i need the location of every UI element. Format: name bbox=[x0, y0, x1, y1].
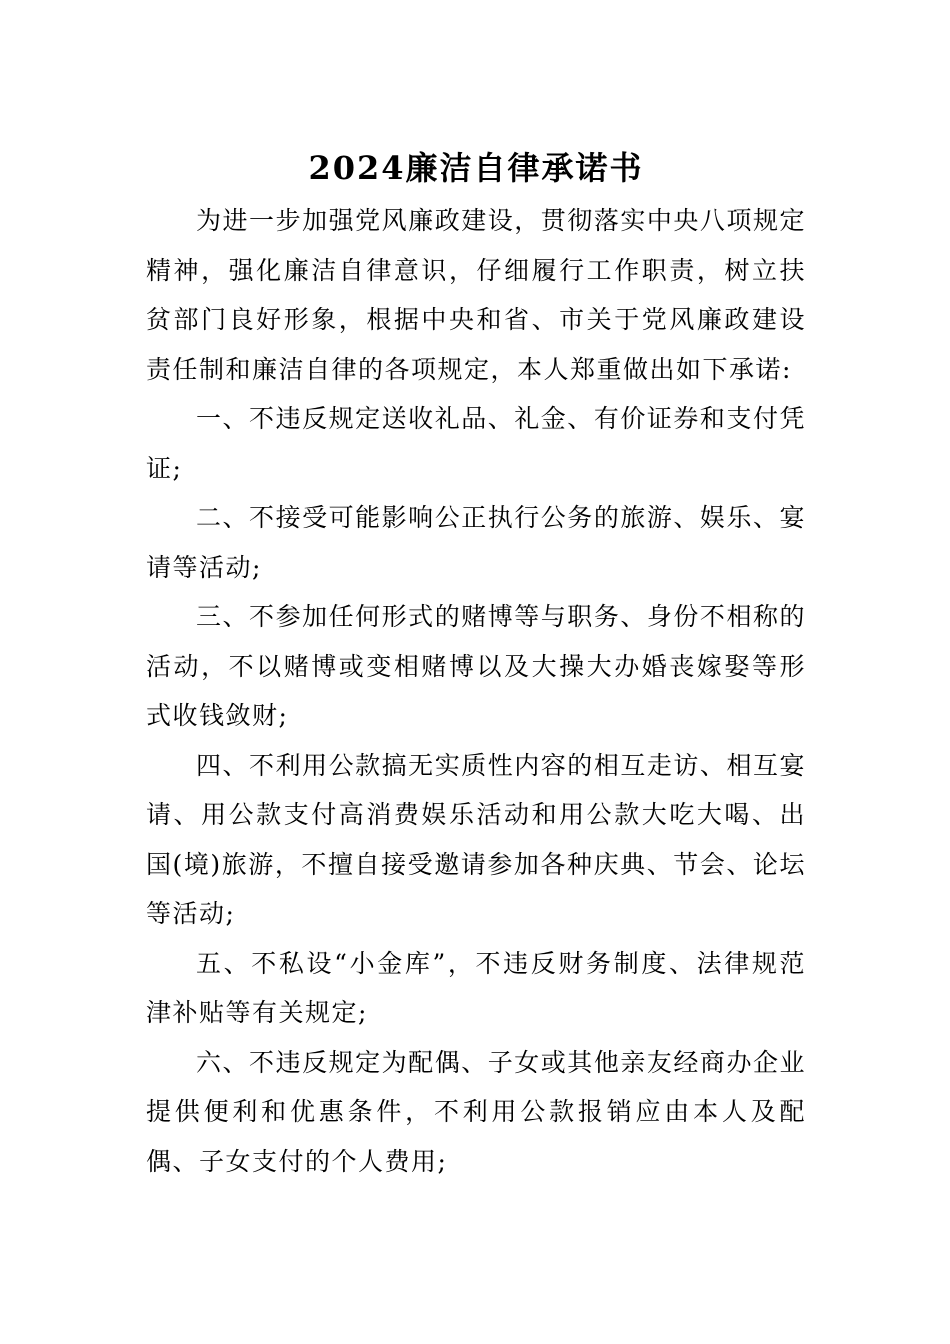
document-title: 2024廉洁自律承诺书 bbox=[308, 149, 644, 187]
document-body bbox=[146, 142, 806, 1186]
pledge-item-6: 六、不违反规定为配偶、子女或其他亲友经商办企业提供便利和优惠条件，不利用公款报销应由本人及配偶、子女支付的个人费用; bbox=[146, 1047, 806, 1176]
pledge-item-4: 四、不利用公款搞无实质性内容的相互走访、相互宴请、用公款支付高消费娱乐活动和用公款大吃大喝、出国(境)旅游，不擅自接受邀请参加各种庆典、节会、论坛等活动; bbox=[146, 750, 806, 928]
pledge-item-5: 五、不私设“小金库”，不违反财务制度、法律规范津补贴等有关规定; bbox=[146, 948, 806, 1027]
pledge-item-2: 二、不接受可能影响公正执行公务的旅游、娱乐、宴请等活动; bbox=[146, 503, 806, 582]
pledge-item-1: 一、不违反规定送收礼品、礼金、有价证券和支付凭证; bbox=[146, 404, 806, 483]
pledge-item-3: 三、不参加任何形式的赌博等与职务、身份不相称的活动，不以赌博或变相赌博以及大操大办婚丧嫁娶等形式收钱敛财; bbox=[146, 602, 806, 730]
intro-paragraph: 为进一步加强党风廉政建设，贯彻落实中央八项规定精神，强化廉洁自律意识，仔细履行工作职责，树立扶贫部门良好形象，根据中央和省、市关于党风廉政建设责任制和廉洁自律的各项规定，本人郑重做出如下承诺: bbox=[146, 206, 806, 384]
